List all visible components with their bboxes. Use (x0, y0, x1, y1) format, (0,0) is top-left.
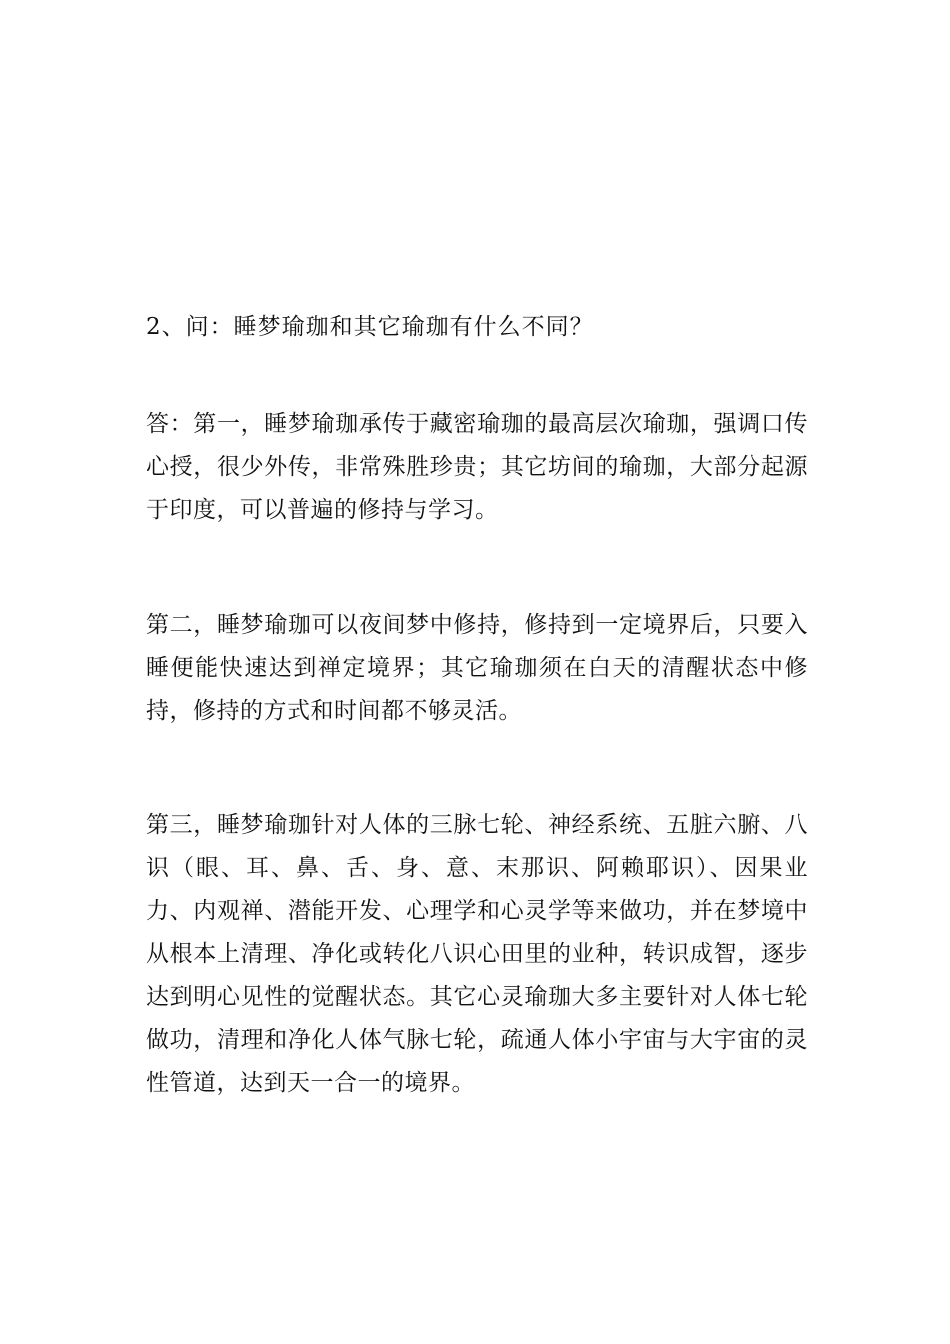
question-heading: 2、问：睡梦瑜珈和其它瑜珈有什么不同？ (146, 314, 594, 340)
answer-paragraph-3: 第三，睡梦瑜珈针对人体的三脉七轮、神经系统、五脏六腑、八识（眼、耳、鼻、舌、身、意、末那识、阿赖耶识）、因果业力、内观禅、潜能开发、心理学和心灵学等来做功，并在梦境中从根本上清理、净化或转化八识心田里的业种，转识成智，逐步达到明心见性的觉醒状态。其它心灵瑜珈大多主要针对人体七轮做功，清理和净化人体气脉七轮，疏通人体小宇宙与大宇宙的灵性管道，达到天一合一的境界。 (146, 812, 808, 1096)
answer-paragraph-2: 第二，睡梦瑜珈可以夜间梦中修持，修持到一定境界后，只要入睡便能快速达到禅定境界；其它瑜珈须在白天的清醒状态中修持，修持的方式和时间都不够灵活。 (146, 612, 808, 724)
answer-paragraph-1: 答：第一，睡梦瑜珈承传于藏密瑜珈的最高层次瑜珈，强调口传心授，很少外传，非常殊胜珍贵；其它坊间的瑜珈，大部分起源于印度，可以普遍的修持与学习。 (146, 411, 808, 523)
